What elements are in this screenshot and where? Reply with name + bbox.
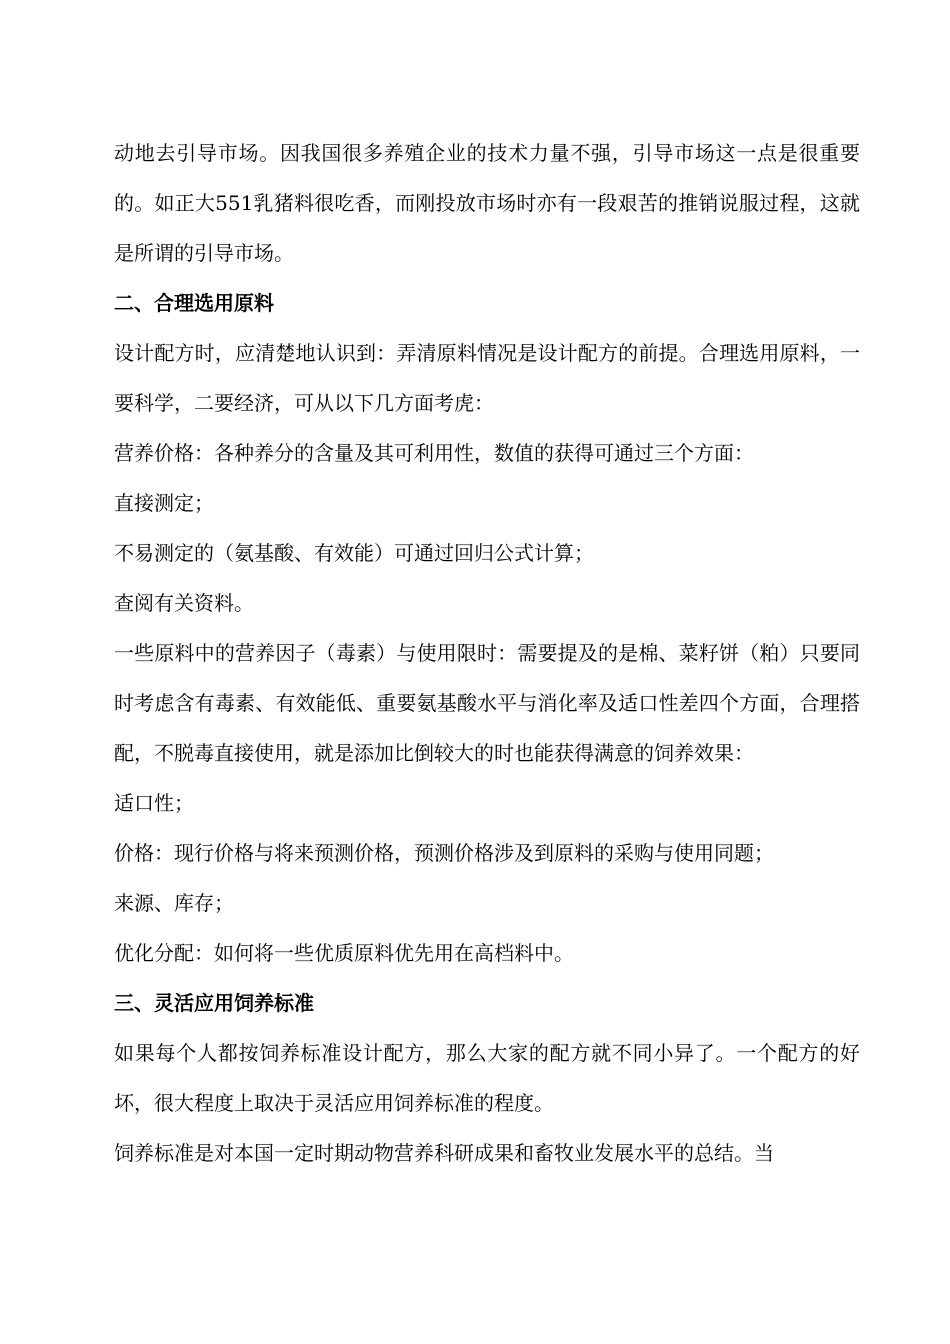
paragraph: 价格：现行价格与将来预测价格，预测价格涉及到原料的采购与使用同题； <box>114 841 774 865</box>
paragraph: 营养价格：各种养分的含量及其可利用性，数值的获得可通过三个方面： <box>114 441 754 465</box>
paragraph: 一些原料中的营养因子（毒素）与使用限时：需要提及的是棉、菜籽饼（粕）只要同时考虑含有毒素、有效能低、重要氨基酸水平与消化率及适口性差四个方面，合理搭配，不脱毒直接使用，就是添加比倒较大的时也能获得满意的饲养效果： <box>114 641 860 765</box>
paragraph: 动地去引导市场。因我国很多养殖企业的技术力量不强，引导市场这一点是很重要的。如正大551乳猪料很吃香，而刚投放市场时亦有一段艰苦的推销说服过程，这就是所谓的引导市场。 <box>114 141 860 265</box>
paragraph: 查阅有关资料。 <box>114 591 254 615</box>
paragraph: 饲养标准是对本国一定时期动物营养科研成果和畜牧业发展水平的总结。当 <box>114 1141 774 1165</box>
document-body <box>114 128 860 1178</box>
paragraph: 适口性； <box>114 791 194 815</box>
paragraph: 优化分配：如何将一些优质原料优先用在高档料中。 <box>114 941 574 965</box>
paragraph: 直接测定； <box>114 491 214 515</box>
section-heading: 二、合理选用原料 <box>114 291 274 315</box>
paragraph: 来源、库存； <box>114 891 234 915</box>
paragraph: 设计配方时，应清楚地认识到：弄清原料情况是设计配方的前提。合理选用原料，一要科学，二要经济，可从以下几方面考虎： <box>114 341 860 415</box>
section-heading: 三、灵活应用饲养标准 <box>114 991 314 1015</box>
paragraph: 如果每个人都按饲养标准设计配方，那么大家的配方就不同小异了。一个配方的好坏，很大程度上取决于灵活应用饲养标准的程度。 <box>114 1041 860 1115</box>
paragraph: 不易测定的（氨基酸、有效能）可通过回归公式计算； <box>114 541 594 565</box>
